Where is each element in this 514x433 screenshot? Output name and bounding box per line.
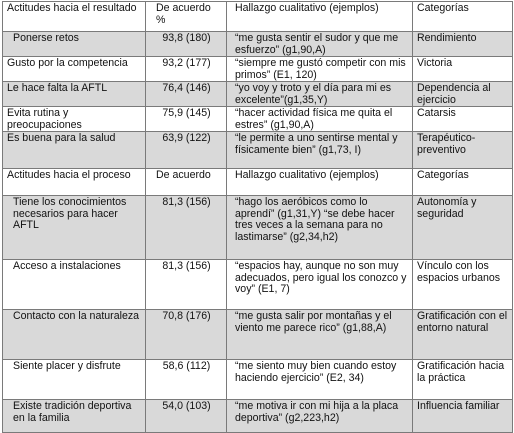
table-row [3,57,513,82]
table-row [3,82,513,107]
finding-cell: “siempre me gustó competir con mis primos” (E1, 120) [227,57,413,82]
category-cell: Vínculo con los espacios urbanos [413,260,513,310]
category-cell: Autonomía y seguridad [413,196,513,260]
category-cell: Catarsis [413,107,513,132]
attitude-cell: Gusto por la competencia [3,57,146,82]
column-header-finding: Hallazgo cualitativo (ejemplos) [227,169,413,196]
column-header-category: Categorías [413,169,513,196]
table-row [3,310,513,360]
attitude-cell: Es buena para la salud [3,132,146,169]
agreement-cell: 93,8 (180) [146,32,227,57]
finding-cell: “me siento muy bien cuando estoy haciendo ejercicio” (E2, 34) [227,360,413,400]
column-header-attitude: Actitudes hacia el proceso [3,169,146,196]
table-row [3,360,513,400]
header-row-result [3,2,513,32]
attitude-cell: Le hace falta la AFTL [3,82,146,107]
agreement-cell: 54,0 (103) [146,400,227,433]
agreement-cell: 93,2 (177) [146,57,227,82]
header-row-process [3,169,513,196]
finding-cell: “me motiva ir con mi hija a la placa deportiva” (g2,223,h2) [227,400,413,433]
category-cell: Gratificación hacia la práctica [413,360,513,400]
agreement-cell: 70,8 (176) [146,310,227,360]
category-cell: Rendimiento [413,32,513,57]
agreement-cell: 81,3 (156) [146,196,227,260]
category-cell: Terapéutico-preventivo [413,132,513,169]
column-header-finding: Hallazgo cualitativo (ejemplos) [227,2,413,32]
category-cell: Gratificación con el entorno natural [413,310,513,360]
attitudes-table [2,1,513,433]
attitude-cell: Existe tradición deportiva en la familia [3,400,146,433]
attitude-cell: Acceso a instalaciones [3,260,146,310]
agreement-cell: 81,3 (156) [146,260,227,310]
finding-cell: “hacer actividad física me quita el estres” (g1,90,A) [227,107,413,132]
attitude-cell: Contacto con la naturaleza [3,310,146,360]
finding-cell: “me gusta salir por montañas y el viento me parece rico” (g1,88,A) [227,310,413,360]
agreement-cell: 75,9 (145) [146,107,227,132]
finding-cell: “me gusta sentir el sudor y que me esfuerzo” (g1,90,A) [227,32,413,57]
column-header-agreement: De acuerdo [146,169,227,196]
category-cell: Dependencia al ejercicio [413,82,513,107]
finding-cell: “espacios hay, aunque no son muy adecuados, pero igual los conozco y voy” (E1, 7) [227,260,413,310]
finding-cell: “le permite a uno sentirse mental y físicamente bien” (g1,73, I) [227,132,413,169]
column-header-category: Categorías [413,2,513,32]
finding-cell: “yo voy y troto y el día para mi es excelente”(g1,35,Y) [227,82,413,107]
table-row [3,132,513,169]
attitude-cell: Tiene los conocimientos necesarios para hacer AFTL [3,196,146,260]
finding-cell: “hago los aeróbicos como lo aprendí” (g1,31,Y) “se debe hacer tres veces a la semana para no lastimarse” (g2,34,h2) [227,196,413,260]
table-row [3,107,513,132]
column-header-attitude: Actitudes hacia el resultado [3,2,146,32]
table-row [3,260,513,310]
agreement-cell: 58,6 (112) [146,360,227,400]
table-row [3,400,513,433]
attitude-cell: Evita rutina y preocupaciones [3,107,146,132]
attitude-cell: Siente placer y disfrute [3,360,146,400]
attitude-cell: Ponerse retos [3,32,146,57]
agreement-cell: 76,4 (146) [146,82,227,107]
category-cell: Victoria [413,57,513,82]
column-header-agreement: De acuerdo % [146,2,227,32]
table-row [3,32,513,57]
category-cell: Influencia familiar [413,400,513,433]
agreement-cell: 63,9 (122) [146,132,227,169]
table-row [3,196,513,260]
